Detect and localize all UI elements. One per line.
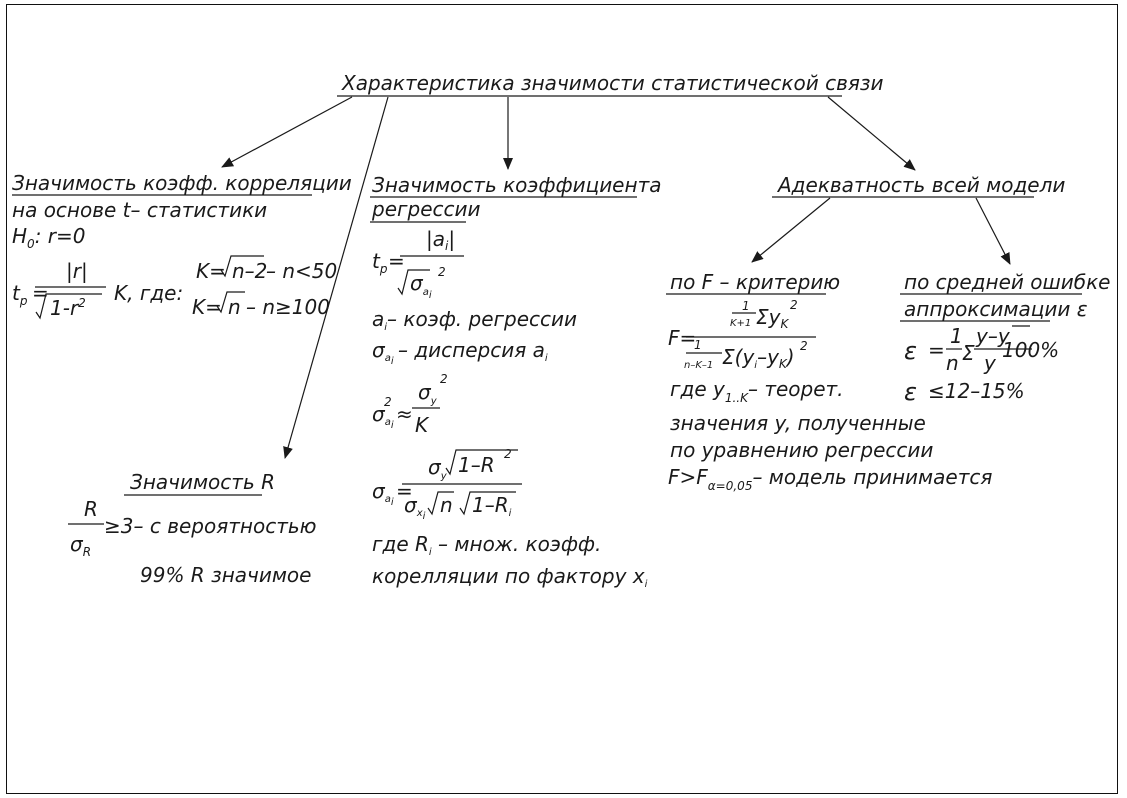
svg-text:≥3– с вероятностью: ≥3– с вероятностью (104, 514, 317, 538)
tp-corr-tail: K, где: (114, 281, 184, 305)
svg-text:2: 2 (384, 395, 392, 409)
svg-text:tp: $t_p$ (372, 249, 388, 276)
approx-error-heading-1: по средней ошибке (904, 270, 1111, 294)
svg-text:n: n (228, 295, 241, 319)
svg-text:≤12–15%: ≤12–15% (928, 379, 1025, 403)
svg-text:– n≥100: – n≥100 (246, 295, 330, 319)
svg-text:100%: 100% (1002, 338, 1060, 362)
svg-text:ΣyK: $\Sigma y_K$ (756, 305, 789, 331)
svg-text:K+1: K+1 (730, 318, 752, 329)
svg-text:2: 2 (440, 372, 448, 386)
svg-text:R: R (84, 497, 98, 521)
svg-text:n–K–1: n–K–1 (684, 360, 714, 371)
svg-text:≈: ≈ (396, 402, 413, 426)
svg-text:– дисперсия ai: – дисперсия $a_i$ (398, 338, 548, 364)
svg-text:n: n (946, 351, 959, 375)
svg-text:n–2: n–2 (232, 259, 268, 283)
diagram-title: Характеристика значимости статистической связи (342, 71, 884, 95)
svg-text:σy: $\sigma_y$ (428, 455, 447, 482)
k-formulas (192, 256, 337, 319)
svg-text:значения y, полученные: значения y, полученные (670, 411, 926, 435)
svg-text:Σ(yi–yK): $\Sigma(y_i-y_K)$ (722, 345, 795, 371)
ai-description (372, 307, 577, 333)
r-significance-note: 99% R значимое (140, 563, 312, 587)
svg-text:K=: K= (192, 295, 222, 319)
arrow-to-correlation (222, 97, 352, 167)
svg-text:ai– коэф. регрессии: $a_i-$ коэф. регрессии (372, 307, 578, 333)
null-hypothesis: $H_0$: r=0 (12, 224, 86, 251)
f-formula (668, 298, 816, 371)
svg-text:1: 1 (694, 338, 702, 352)
svg-text:1: 1 (950, 324, 963, 348)
svg-text:y: y (984, 351, 996, 375)
arrow-to-approx-error (976, 198, 1010, 264)
svg-text:σxi: $\sigma_xi$ (404, 493, 426, 522)
tp-corr-numerator: |r| (66, 259, 88, 283)
svg-text:σR: $\sigma_R$ (70, 532, 92, 559)
r-significance-heading: Значимость R (130, 470, 275, 494)
svg-text:F=: F= (668, 326, 697, 350)
approx-error-condition (904, 378, 1025, 406)
svg-text:2: 2 (438, 265, 446, 279)
svg-text:по уравнению регрессии: по уравнению регрессии (670, 438, 934, 462)
arrow-to-adequacy (828, 97, 915, 170)
svg-text:|ai|: $|a_i|$ (426, 227, 456, 253)
svg-text:где y1..K– теорет.: где $y_{1..K}-$ теорет. (670, 377, 844, 405)
svg-text:2: 2 (504, 447, 512, 461)
svg-text:где Ri – множ. коэфф.: где $R_i$ – множ. коэфф. (372, 532, 602, 558)
svg-text:σai: $\sigma_ai$ (372, 338, 394, 367)
svg-text:σai: $\sigma_ai$ (410, 271, 432, 301)
sigma-squared-formula (372, 372, 448, 437)
svg-text:n: n (440, 493, 453, 517)
svg-text:ε: ε (904, 378, 917, 406)
svg-text:1–Ri: $1-R_i$ (472, 493, 512, 519)
svg-text:1–R: 1–R (458, 453, 495, 477)
sigma-description (372, 338, 548, 367)
svg-text:1-r2: $1-r^2$ (50, 296, 86, 320)
svg-text:– n<50: – n<50 (266, 259, 338, 283)
multiple-corr-note (372, 532, 648, 590)
svg-text:ε: ε (904, 337, 917, 365)
svg-text:K=: K= (196, 259, 226, 283)
f-criterion-heading: по F – критерию (670, 270, 841, 294)
svg-text:1: 1 (742, 299, 750, 313)
r-ratio-formula (68, 497, 316, 559)
sigma-multiple-formula (372, 447, 522, 522)
svg-text:K: K (415, 413, 429, 437)
tp-correlation-formula (12, 259, 183, 320)
svg-text:σai: $\sigma_ai$ (372, 402, 394, 431)
svg-text:Σ: Σ (962, 341, 975, 365)
svg-text:=: = (396, 479, 413, 503)
svg-text:2: 2 (790, 298, 798, 312)
arrow-to-f-criterion (752, 198, 830, 262)
svg-text:F>Fα=0,05– модель принимается: $F>F_{\alpha=0,05}-$ модель принимается (668, 465, 993, 493)
regression-heading-2: регрессии (372, 197, 481, 221)
approx-error-formula (904, 324, 1059, 375)
svg-text:=: = (32, 281, 49, 305)
adequacy-heading: Адекватность всей модели (778, 173, 1066, 197)
approx-error-heading-2: аппроксимации ε (904, 297, 1088, 321)
svg-text:2: 2 (800, 339, 808, 353)
svg-text:корелляции по фактору xi: корелляции по фактору $x_i$ (372, 564, 648, 590)
correlation-basis: на основе t– статистики (12, 198, 268, 222)
svg-text:σy: $\sigma_y$ (418, 380, 437, 407)
svg-text:y–y: y–y (976, 324, 1010, 348)
svg-text:tp: $t_p$ (12, 281, 28, 308)
svg-text:=: = (388, 249, 405, 273)
tp-regression-formula (372, 227, 464, 301)
svg-text:σai: $\sigma_ai$ (372, 479, 394, 508)
regression-heading-1: Значимость коэффициента (372, 173, 662, 197)
svg-text:=: = (928, 338, 945, 362)
correlation-heading: Значимость коэфф. корреляции (12, 171, 352, 195)
